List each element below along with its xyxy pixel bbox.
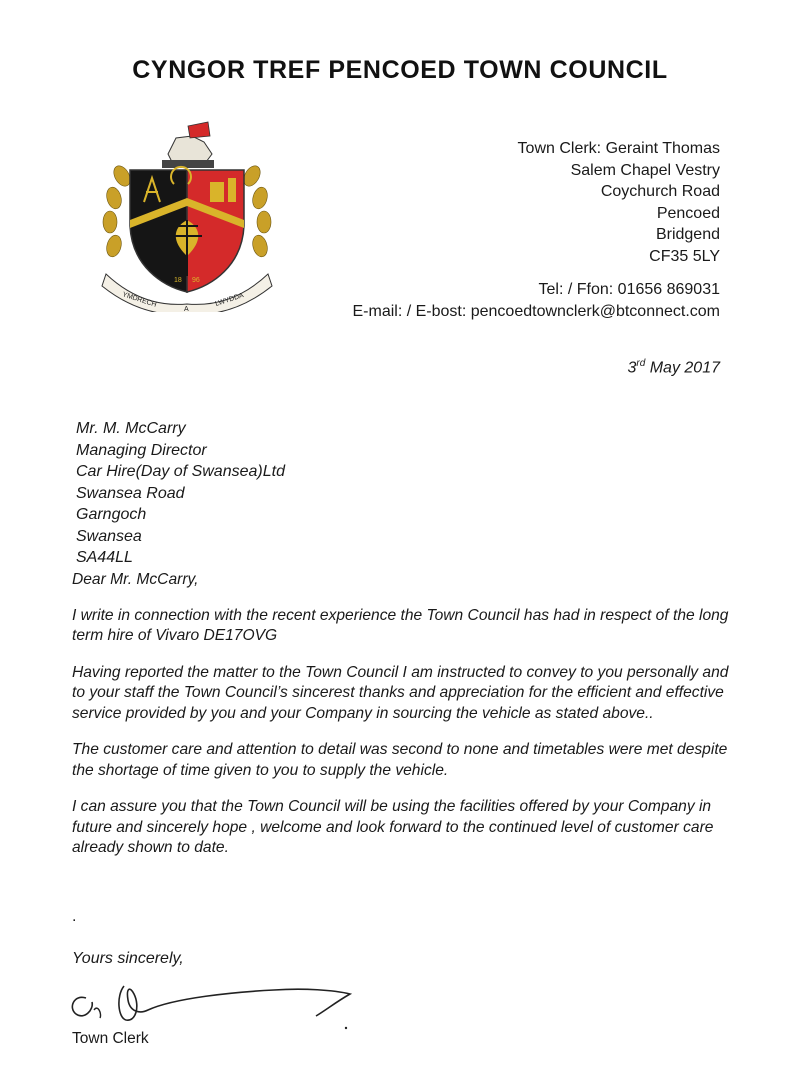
date-rest: May 2017 [645, 359, 720, 377]
address-line: Coychurch Road [600, 183, 720, 200]
stray-mark: . [72, 908, 77, 925]
sender-contact [352, 279, 720, 322]
recipient-address [76, 418, 285, 569]
crest-motto-right: LWYDDA [214, 292, 245, 308]
letter-body [72, 570, 732, 875]
paragraph: I can assure you that the Town Council will be using the facilities offered by your Company in future and sincerely hope , welcome and look forward to the continued level of customer care already shown to date. [72, 798, 714, 856]
crest-motto-left: YMDRECH [121, 291, 158, 309]
date-day: 3 [627, 359, 637, 377]
council-crest-logo [92, 116, 282, 312]
signoff-title: Town Clerk [72, 1030, 149, 1047]
recipient-line: Swansea Road [76, 484, 185, 502]
recipient-line: Managing Director [76, 441, 207, 459]
closing: Yours sincerely, [72, 950, 184, 967]
letter-date [627, 358, 720, 377]
recipient-line: Car Hire(Day of Swansea)Ltd [76, 463, 285, 480]
paragraph: Having reported the matter to the Town Council I am instructed to convey to you personally and to your staff the Town Council’s sincerest thanks and appreciation for the efficient and effective service provided by you and your Company in sourcing the vehicle as stated above.. [72, 663, 729, 722]
date-suffix: rd [636, 358, 646, 369]
town-clerk-name: Town Clerk: Geraint Thomas [517, 140, 720, 157]
address-line: Salem Chapel Vestry [570, 161, 720, 179]
crest-year-left: 18 [174, 277, 182, 284]
address-line: Pencoed [656, 204, 720, 222]
telephone: Tel: / Ffon: 01656 869031 [538, 281, 720, 298]
crest-year-right: 96 [192, 277, 200, 284]
crest-motto-center: A [184, 306, 189, 312]
handwritten-signature [64, 970, 364, 1032]
address-line: CF35 5LY [649, 247, 720, 265]
paragraph: I write in connection with the recent experience the Town Council has had in respect of the long term hire of Vivaro DE17OVG [72, 606, 729, 644]
recipient-line: Mr. M. McCarry [76, 420, 186, 437]
council-title: CYNGOR TREF PENCOED TOWN COUNCIL [132, 56, 668, 84]
paragraph: The customer care and attention to detail was second to none and timetables were met despite the shortage of time given to you to supply the vehicle. [72, 741, 728, 779]
recipient-line: Swansea [76, 527, 142, 545]
address-line: Bridgend [655, 226, 720, 243]
sender-address [518, 138, 720, 267]
recipient-line: SA44LL [76, 549, 133, 566]
email: E-mail: / E-bost: pencoedtownclerk@btconnect.com [352, 302, 720, 320]
salutation: Dear Mr. McCarry, [72, 571, 199, 588]
recipient-line: Garngoch [76, 506, 147, 523]
